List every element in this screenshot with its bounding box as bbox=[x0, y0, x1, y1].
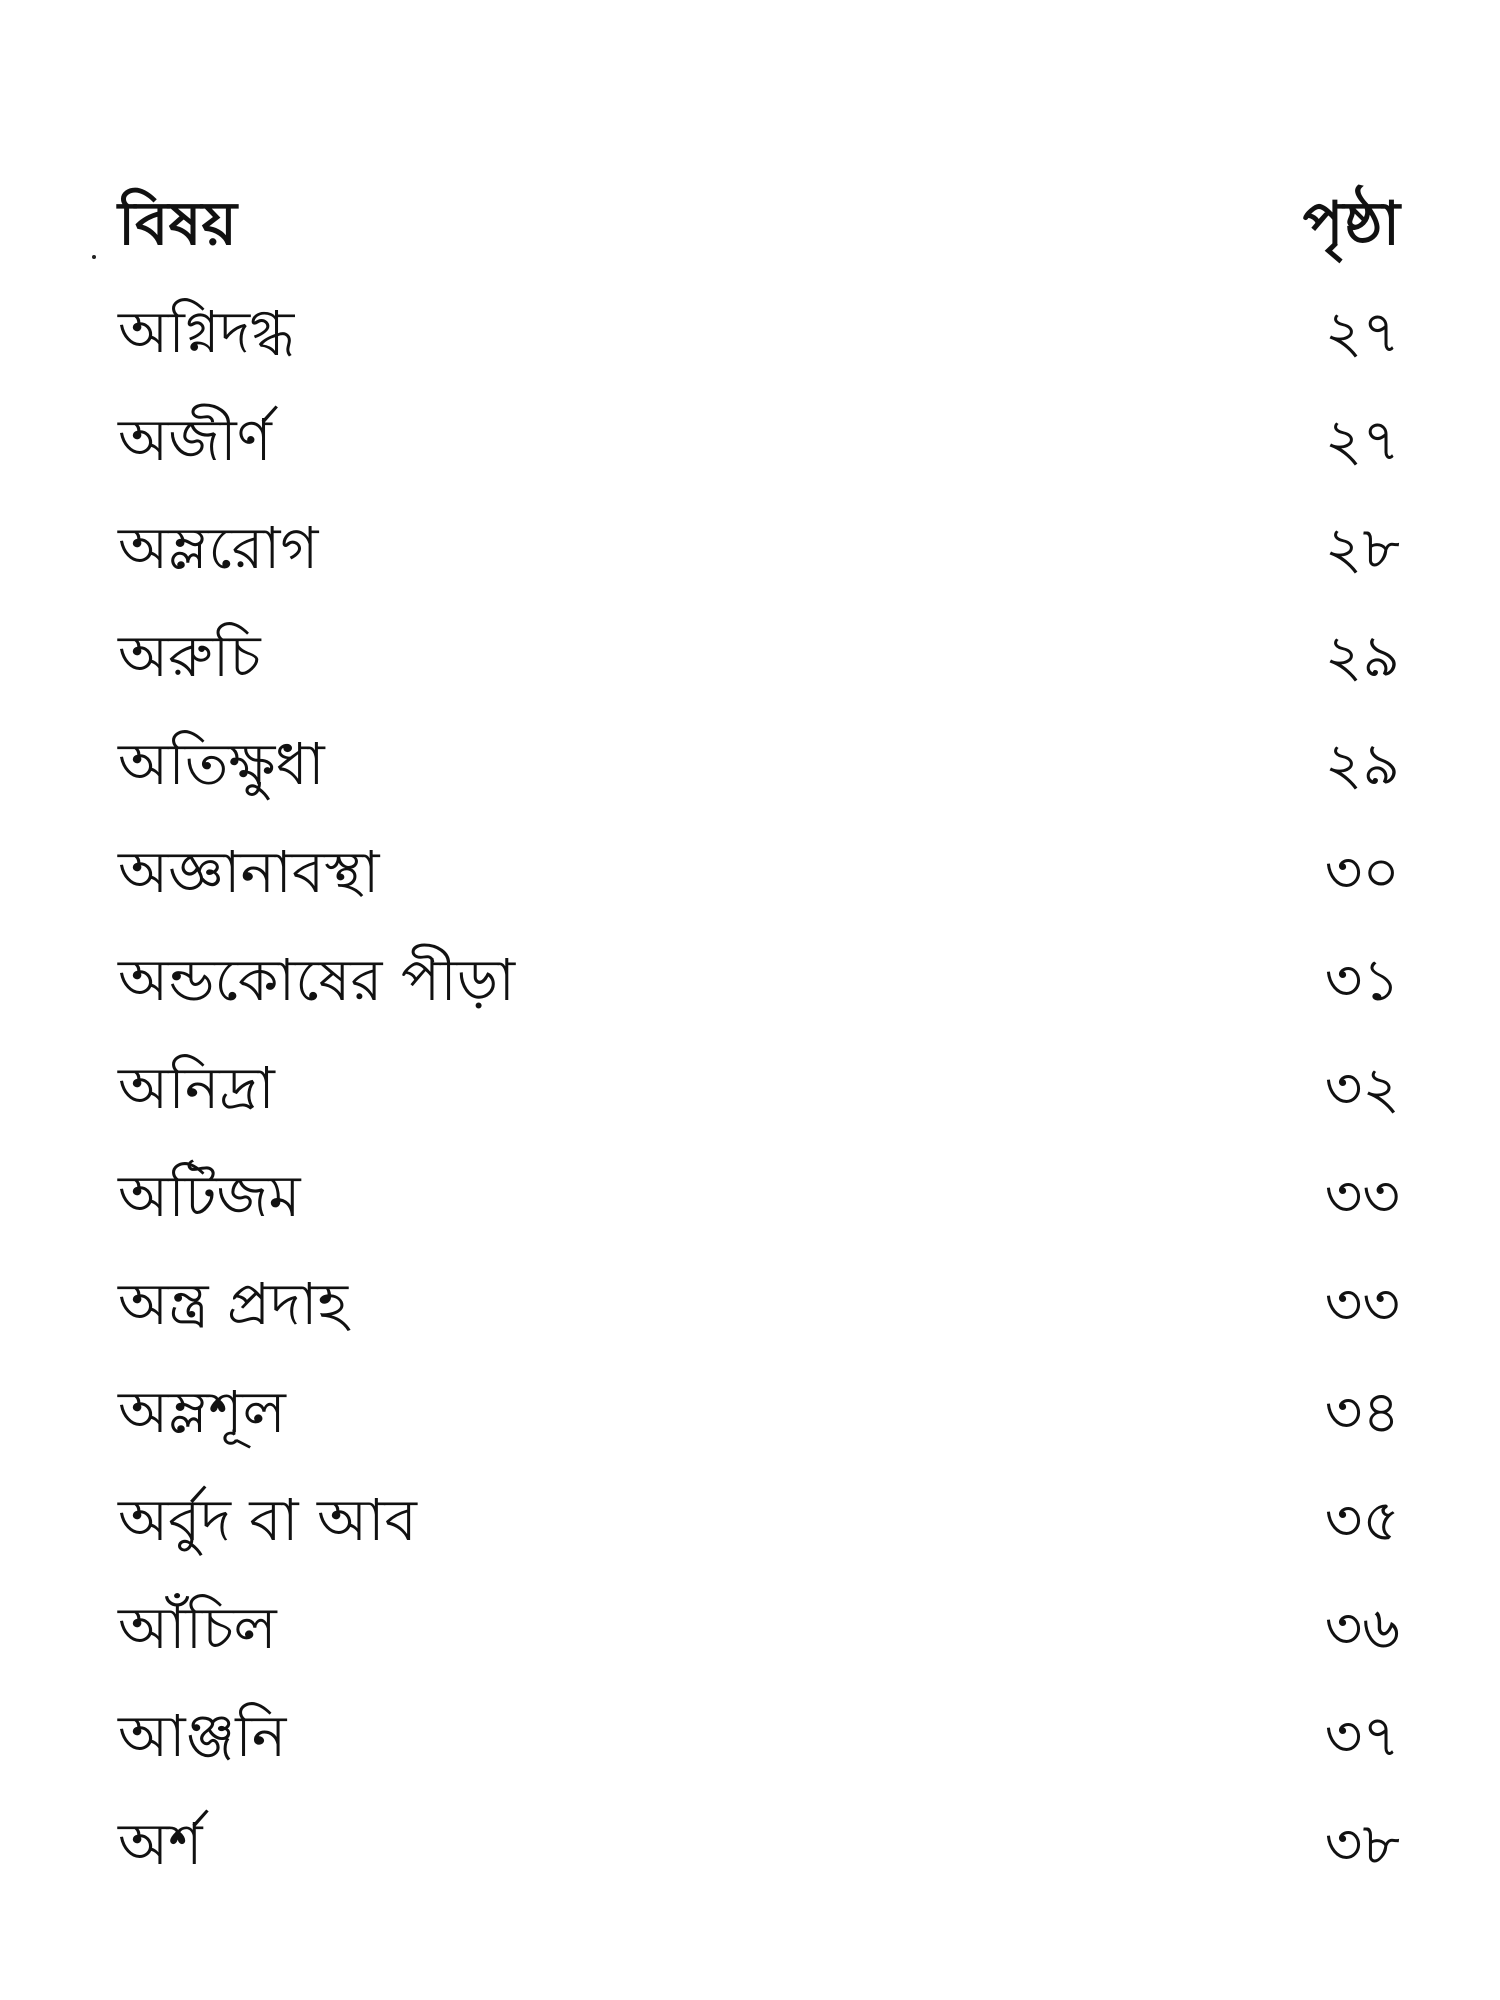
toc-page-number: ৩৬ bbox=[1324, 1594, 1400, 1662]
toc-page-number: ৩০ bbox=[1324, 838, 1400, 906]
toc-topic: অজ্ঞানাবস্থা bbox=[118, 838, 380, 906]
toc-row bbox=[118, 278, 1400, 386]
toc-topic: আঞ্জনি bbox=[118, 1702, 287, 1770]
toc-row bbox=[118, 710, 1400, 818]
topic-column-heading: বিষয় bbox=[118, 189, 237, 259]
toc-page-number: ২৭ bbox=[1324, 298, 1400, 366]
toc-row bbox=[118, 386, 1400, 494]
toc-page-number: ৩১ bbox=[1324, 946, 1400, 1014]
toc-page-number: ২৯ bbox=[1324, 622, 1400, 690]
toc-page-number: ৩২ bbox=[1324, 1054, 1400, 1122]
toc-topic: অন্ডকোষের পীড়া bbox=[118, 946, 516, 1014]
toc-page-number: ৩৮ bbox=[1324, 1810, 1400, 1878]
toc-topic: অম্লরোগ bbox=[118, 514, 319, 582]
toc-page-number: ৩৪ bbox=[1324, 1378, 1400, 1446]
toc-page-number: ২৭ bbox=[1324, 406, 1400, 474]
toc-topic: অম্লশূল bbox=[118, 1378, 286, 1446]
toc-topic: অরুচি bbox=[118, 622, 261, 690]
toc-page-number: ২৯ bbox=[1324, 730, 1400, 798]
toc-topic: আঁচিল bbox=[118, 1594, 277, 1662]
toc-topic: অর্বুদ বা আব bbox=[118, 1486, 417, 1554]
toc-row bbox=[118, 1142, 1400, 1250]
toc-page-number: ২৮ bbox=[1324, 514, 1400, 582]
toc-page-number: ৩৩ bbox=[1324, 1270, 1400, 1338]
toc-header bbox=[118, 170, 1400, 278]
toc-page-number: ৩৭ bbox=[1324, 1702, 1400, 1770]
table-of-contents bbox=[118, 170, 1400, 1898]
toc-page-number: ৩৩ bbox=[1324, 1162, 1400, 1230]
toc-row bbox=[118, 926, 1400, 1034]
toc-topic: অতিক্ষুধা bbox=[118, 730, 325, 798]
toc-row bbox=[118, 1466, 1400, 1574]
toc-row bbox=[118, 1034, 1400, 1142]
toc-row bbox=[118, 1358, 1400, 1466]
toc-row bbox=[118, 1574, 1400, 1682]
toc-topic: অগ্নিদগ্ধ bbox=[118, 298, 295, 366]
toc-topic: অটিজম bbox=[118, 1162, 301, 1230]
toc-row bbox=[118, 818, 1400, 926]
toc-row bbox=[118, 1250, 1400, 1358]
toc-row bbox=[118, 494, 1400, 602]
toc-topic: অর্শ bbox=[118, 1810, 203, 1878]
stray-dot bbox=[92, 255, 96, 259]
page-column-heading: পৃষ্ঠা bbox=[1302, 189, 1400, 259]
toc-topic: অন্ত্র প্রদাহ bbox=[118, 1270, 348, 1338]
toc-row bbox=[118, 602, 1400, 710]
toc-page-number: ৩৫ bbox=[1324, 1486, 1400, 1554]
toc-row bbox=[118, 1682, 1400, 1790]
toc-topic: অনিদ্রা bbox=[118, 1054, 275, 1122]
toc-row bbox=[118, 1790, 1400, 1898]
toc-topic: অজীর্ণ bbox=[118, 406, 272, 474]
